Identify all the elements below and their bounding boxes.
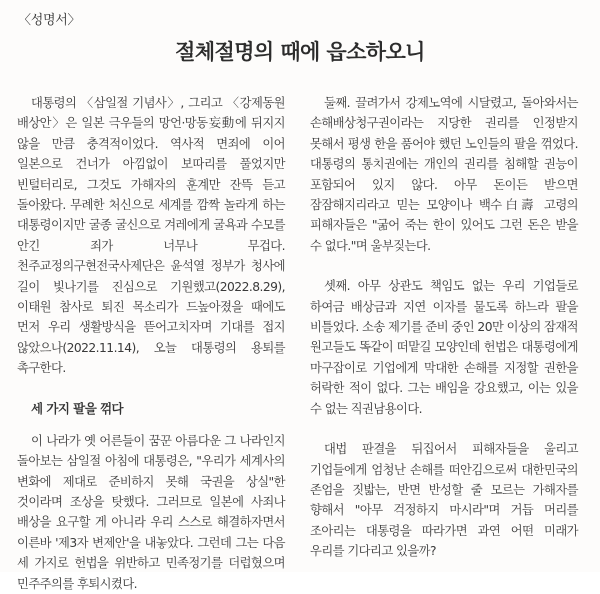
section-paragraph-1: 이 나라가 옛 어른들이 꿈꾼 아름다운 그 나라인지 돌아보는 삼일절 아침에 대통령은, "우리가 세계사의 변화에 제대로 준비하지 못해 국권을 상실"한 것이라며 조상을 탓했다. 그러므로 일본에 사죄나 배상을 요구할 게 아니라 우리 스스로 해결하자면서 이른바 '제3자 변제안'을 내놓았다. 그런데 그는 다음 세 가지로 헌법을 위반하고 민족정기를 더럽혔으며 민주주의를 후퇴시켰다. [17,433,285,591]
document-title: 절체절명의 때에 읍소하오니 [175,40,425,64]
intro-paragraph: 대통령의 〈삼일절 기념사〉, 그리고 〈강제동원 배상안〉은 일본 극우들의 망언·망동妄動에 뒤지지 않을 만큼 충격적이었다. 역사적 면죄에 이어 일본으로 건너가 아낌없이 보따리를 풀었지만 빈털터리로, 그것도 가해자의 훈계만 잔뜩 듣고 돌아왔다. 무례한 처신으로 세계를 깜짝 놀라게 하는 대통령이지만 굴종 굴신으로 겨레에게 굴욕과 수모를 안긴 죄가 너무나 무겁다. 천주교정의구현전국사제단은 윤석열 정부가 청사에 길이 빛나기를 진심으로 기원했고(2022.8.29), 이태원 참사로 퇴진 목소리가 드높아졌을 때에도 먼저 우리 생활방식을 뜯어고치자며 기대를 접지 않았으나(2022.11.14), 오늘 대통령의 용퇴를 촉구한다. [17,96,285,376]
document-type-label: 〈성명서〉 [18,13,81,28]
point-three-paragraph: 셋째. 아무 상관도 책임도 없는 우리 기업들로 하여금 배상금과 지연 이자를 물도록 하느라 팔을 비틀었다. 소송 제기를 준비 중인 20만 이상의 잠재적 원고들도 똑같이 떠맡길 모양인데 헌법은 대통령에게 마구잡이로 기업에게 막대한 손해를 지정할 권한을 허락한 적이 없다. 그는 배임을 강요했고, 이는 있을 수 없는 직권남용이다. [310,279,578,416]
left-column [17,93,285,594]
point-two-paragraph: 둘째. 끌려가서 강제노역에 시달렸고, 돌아와서는 손해배상청구권이라는 지당한 권리를 인정받지 못해서 평생 한을 품어야 했던 노인들의 팔을 꺾었다. 대통령의 통치권에는 개인의 권리를 침해할 권능이 포함되어 있지 않다. 아무 돈이든 받으면 잠잠해지리라고 믿는 모양이나 백수白壽 고령의 피해자들은 "굶어 죽는 한이 있어도 그런 돈은 받을 수 없다."며 울부짖는다. [310,96,578,253]
right-column [310,93,578,562]
section-heading: 세 가지 팔을 꺾다 [31,400,124,416]
closing-question-paragraph: 대법 판결을 뒤집어서 피해자들을 울리고 기업들에게 엄청난 손해를 떠안김으로써 대한민국의 존엄을 짓밟는, 반면 반성할 줄 모르는 가해자를 향해서 "아무 걱정하지 마시라"며 거듭 머리를 조아리는 대통령을 따라가면 과연 어떤 미래가 우리를 기다리고 있을까? [310,442,578,559]
